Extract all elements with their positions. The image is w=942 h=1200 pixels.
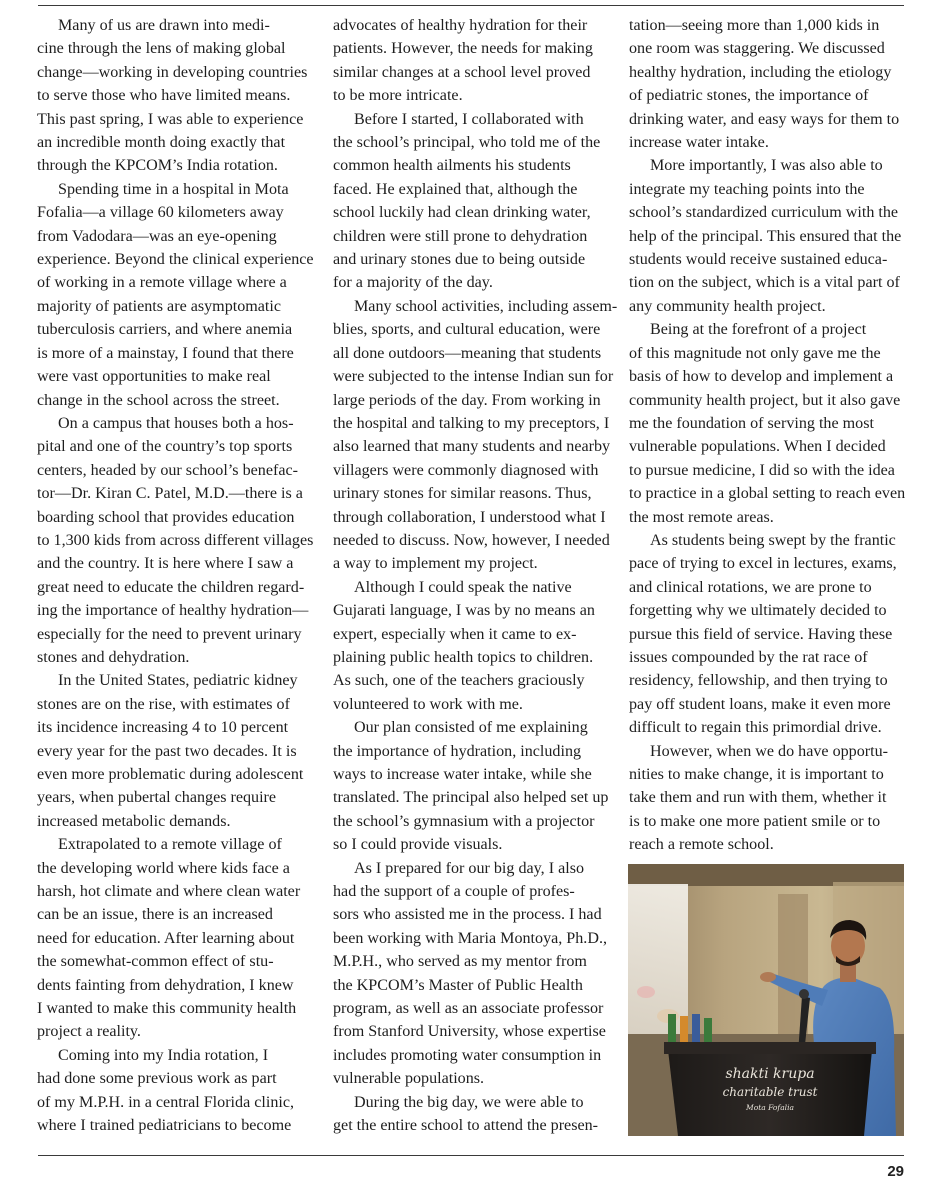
text-line: and clinical rotations, we are prone to [629, 578, 872, 596]
text-line: its incidence increasing 4 to 10 percent [37, 719, 289, 737]
text-line: harsh, hot climate and where clean water [37, 883, 301, 901]
text-line: During the big day, we were able to [354, 1093, 584, 1111]
text-line: includes promoting water consumption in [333, 1046, 602, 1064]
text-line: community health project, but it also gave [629, 391, 901, 409]
text-line: expert, especially when it came to ex- [333, 625, 577, 643]
text-line: drinking water, and easy ways for them to [629, 110, 900, 128]
text-line: to be more intricate. [333, 87, 463, 105]
text-line: a way to implement my project. [333, 555, 538, 573]
text-line: As I prepared for our big day, I also [354, 859, 585, 877]
text-line: where I trained pediatricians to become [37, 1117, 292, 1135]
text-line: M.P.H., who served as my mentor from [333, 953, 587, 971]
text-line: In the United States, pediatric kidney [58, 672, 298, 690]
text-line: the hospital and talking to my preceptors, I [333, 414, 610, 432]
text-line: had the support of a couple of profes- [333, 883, 575, 901]
podium-sign-line-1: shakti krupa [725, 1066, 815, 1082]
text-line: Gujarati language, I was by no means an [333, 602, 595, 620]
text-line: volunteered to work with me. [333, 695, 523, 713]
text-line: ways to increase water intake, while she [333, 766, 592, 783]
text-line: residency, fellowship, and then trying to [629, 672, 888, 690]
text-line: needed to discuss. Now, however, I needed [333, 531, 610, 549]
text-line: Coming into my India rotation, I [58, 1046, 269, 1064]
text-line: issues compounded by the rat race of [629, 648, 868, 666]
text-line: me the foundation of serving the most [629, 414, 874, 432]
text-column-2 [333, 14, 618, 1138]
text-line: even more problematic during adolescent [37, 766, 304, 783]
text-line: is to make one more patient smile or to [629, 812, 881, 830]
text-line: integrate my teaching points into the [629, 180, 865, 198]
text-column-1 [37, 14, 314, 1138]
text-line: pay off student loans, make it even more [629, 695, 891, 713]
text-line: children were still prone to dehydration [333, 227, 588, 245]
text-line: the school’s principal, who told me of the [333, 134, 601, 152]
text-line: blies, sports, and cultural education, were [333, 321, 601, 339]
text-line: change in the school across the street. [37, 391, 280, 409]
text-line: school luckily had clean drinking water, [333, 204, 591, 222]
text-line: healthy hydration, including the etiology [629, 63, 892, 81]
text-line: patients. However, the needs for making [333, 40, 593, 58]
text-line: of this magnitude not only gave me the [629, 344, 881, 362]
text-line: to serve those who have limited means. [37, 87, 291, 105]
text-line: so I could provide visuals. [333, 836, 503, 854]
text-line: especially for the need to prevent urinary [37, 625, 302, 643]
text-line: ing the importance of healthy hydration— [37, 602, 309, 620]
text-line: reach a remote school. [629, 836, 774, 854]
text-line: Many of us are drawn into medi- [58, 17, 270, 34]
text-line: had done some previous work as part [37, 1070, 277, 1088]
top-rule [38, 5, 904, 6]
text-line: stones are on the rise, with estimates of [37, 695, 290, 713]
text-line: nities to make change, it is important to [629, 766, 884, 783]
text-line: villagers were commonly diagnosed with [333, 461, 599, 479]
text-line: vulnerable populations. [333, 1070, 485, 1088]
text-line: Although I could speak the native [354, 578, 572, 596]
text-line: project a reality. [37, 1023, 141, 1041]
text-line: Many school activities, including assem- [354, 297, 618, 315]
text-line: can be an issue, there is an increased [37, 906, 273, 924]
text-line: through the KPCOM’s India rotation. [37, 157, 278, 175]
text-line: More importantly, I was also able to [650, 157, 883, 175]
text-line: all done outdoors—meaning that students [333, 344, 602, 362]
text-line: pace of trying to excel in lectures, exams, [629, 555, 897, 573]
text-line: This past spring, I was able to experience [37, 110, 304, 128]
text-line: and the country. It is here where I saw a [37, 555, 294, 573]
text-line: through collaboration, I understood what I [333, 508, 606, 526]
text-line: On a campus that houses both a hos- [58, 414, 294, 432]
text-line: the KPCOM’s Master of Public Health [333, 976, 583, 994]
text-line: were subjected to the intense Indian sun for [333, 368, 614, 386]
text-line: were vast opportunities to make real [37, 368, 271, 386]
page-number: 29 [887, 1163, 904, 1180]
text-line: faced. He explained that, although the [333, 180, 578, 198]
text-line: to practice in a global setting to reach even [629, 485, 906, 503]
text-line: tation—seeing more than 1,000 kids in [629, 17, 880, 34]
text-line: Our plan consisted of me explaining [354, 719, 588, 737]
text-line: and urinary stones due to being outside [333, 251, 586, 269]
text-line: an incredible month doing exactly that [37, 134, 286, 152]
text-line: school’s standardized curriculum with the [629, 204, 899, 222]
text-line: cine through the lens of making global [37, 40, 286, 58]
text-line: As such, one of the teachers graciously [333, 672, 585, 690]
text-line: Fofalia—a village 60 kilometers away [37, 204, 284, 222]
photo-illustration [628, 864, 904, 1136]
text-line: any community health project. [629, 297, 826, 315]
text-line: one room was staggering. We discussed [629, 40, 885, 58]
text-line: translated. The principal also helped set up [333, 789, 609, 807]
text-line: urinary stones for similar reasons. Thus, [333, 485, 592, 503]
podium-sign-line-2: charitable trust [722, 1085, 818, 1099]
text-line: been working with Maria Montoya, Ph.D., [333, 929, 608, 947]
text-line: of working in a remote village where a [37, 274, 287, 292]
text-line: centers, headed by our school’s benefac- [37, 461, 298, 479]
text-line: for a majority of the day. [333, 274, 493, 292]
text-line: help of the principal. This ensured that the [629, 227, 902, 245]
text-line: increased metabolic demands. [37, 812, 231, 830]
text-line: large periods of the day. From working in [333, 391, 601, 409]
text-line: every year for the past two decades. It is [37, 742, 297, 760]
text-line: basis of how to develop and implement a [629, 368, 894, 386]
text-line: great need to educate the children regard- [37, 578, 305, 596]
text-line: similar changes at a school level proved [333, 63, 591, 81]
text-line: the somewhat-common effect of stu- [37, 953, 274, 971]
text-line: dents fainting from dehydration, I knew [37, 976, 294, 994]
speaker-photo [628, 864, 904, 1136]
text-line: pursue this field of service. Having these [629, 625, 893, 643]
text-line: vulnerable populations. When I decided [629, 438, 886, 456]
text-line: pital and one of the country’s top sports [37, 438, 293, 456]
text-line: take them and run with them, whether it [629, 789, 887, 807]
text-line: need for education. After learning about [37, 929, 295, 947]
text-line: As students being swept by the frantic [650, 531, 896, 549]
text-line: difficult to regain this primordial drive. [629, 719, 882, 737]
text-line: Spending time in a hospital in Mota [58, 180, 289, 198]
text-line: the school’s gymnasium with a projector [333, 812, 595, 830]
text-line: advocates of healthy hydration for their [333, 17, 588, 34]
text-line: tuberculosis carriers, and where anemia [37, 321, 293, 339]
text-line: program, as well as an associate professor [333, 1000, 604, 1018]
text-line: also learned that many students and nearby [333, 438, 611, 456]
text-line: stones and dehydration. [37, 648, 190, 666]
text-line: is more of a mainstay, I found that there [37, 344, 294, 362]
text-line: However, when we do have opportu- [650, 742, 889, 760]
text-line: Extrapolated to a remote village of [58, 836, 282, 854]
text-line: of my M.P.H. in a central Florida clinic, [37, 1093, 295, 1111]
text-line: to 1,300 kids from across different villages [37, 531, 314, 549]
text-line: get the entire school to attend the presen- [333, 1117, 599, 1135]
text-line: students would receive sustained educa- [629, 251, 888, 269]
text-line: sors who assisted me in the process. I had [333, 906, 602, 924]
text-line: the most remote areas. [629, 508, 774, 526]
text-line: forgetting why we ultimately decided to [629, 602, 887, 620]
text-line: tor—Dr. Kiran C. Patel, M.D.—there is a [37, 485, 303, 503]
text-line: increase water intake. [629, 134, 769, 152]
text-line: years, when pubertal changes require [37, 789, 277, 807]
text-line: the developing world where kids face a [37, 859, 290, 877]
text-line: majority of patients are asymptomatic [37, 297, 282, 315]
podium-sign-line-3: Mota Fofalia [746, 1103, 794, 1112]
text-line: I wanted to make this community health [37, 1000, 297, 1018]
text-line: of pediatric stones, the importance of [629, 87, 869, 105]
text-line: from Vadodara—was an eye-opening [37, 227, 277, 245]
text-line: Before I started, I collaborated with [354, 110, 584, 128]
text-line: common health ailments his students [333, 157, 571, 175]
text-line: to pursue medicine, I did so with the idea [629, 461, 895, 479]
text-line: from Stanford University, whose expertise [333, 1023, 606, 1041]
text-line: plaining public health topics to children. [333, 648, 594, 666]
text-line: boarding school that provides education [37, 508, 295, 526]
text-line: experience. Beyond the clinical experience [37, 251, 314, 269]
bottom-rule [38, 1155, 904, 1156]
text-line: the importance of hydration, including [333, 742, 582, 760]
text-line: tion on the subject, which is a vital part of [629, 274, 900, 292]
text-column-3 [629, 14, 904, 857]
text-line: change—working in developing countries [37, 63, 308, 81]
text-line: Being at the forefront of a project [650, 321, 867, 339]
